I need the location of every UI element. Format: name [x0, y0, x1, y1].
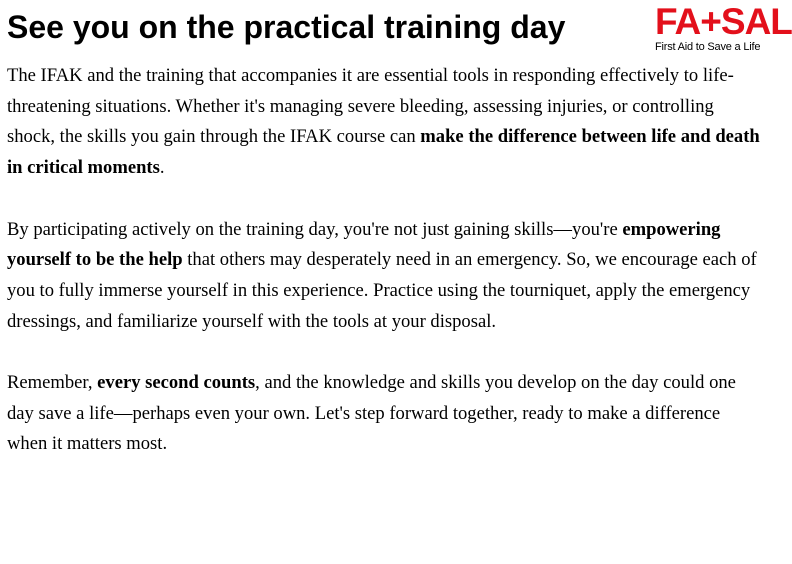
paragraph-3-text-before: Remember,	[7, 372, 98, 393]
paragraph-3-text-after: , and the knowledge and skills you develop on the day could one day save a life—perhaps even your own. Let's step forward together, ready to make a difference when it matters most.	[7, 372, 736, 455]
paragraph-1-text-after: .	[159, 157, 165, 179]
paragraph-3-emphasis: every second counts	[97, 372, 256, 393]
paragraph-2-text-after: that others may desperately need in an emergency. So, we encourage each of you to fully immerse yourself in this experience. Practice using the tourniquet, apply the emergency dressings, and familiarize yourself with the tools at your disposal.	[7, 249, 757, 332]
fasal-logo	[653, 0, 792, 58]
paragraph-3	[7, 368, 762, 460]
paragraph-2-emphasis: empowering yourself to be the help	[7, 218, 721, 271]
logo-mark-right: SAL	[720, 1, 792, 42]
page-title: See you on the practical training day	[7, 9, 566, 45]
logo-tagline: First Aid to Save a Life	[655, 41, 761, 53]
paragraph-1	[7, 61, 762, 184]
logo-wordmark	[655, 1, 792, 43]
body-text	[7, 61, 762, 460]
paragraph-1-text-before: The IFAK and the training that accompanies it are essential tools in responding effectively to life-threatening situations. Whether it's managing severe bleeding, assessing injuries, or controlling shock, the skills you gain through the IFAK course can	[7, 65, 734, 148]
paragraph-2	[7, 215, 762, 338]
logo-mark-left: FA	[655, 1, 701, 42]
logo-mark-cross: +	[700, 1, 721, 42]
paragraph-1-emphasis: make the difference between life and death in critical moments	[7, 126, 760, 179]
paragraph-2-text-before: By participating actively on the training day, you're not just gaining skills—you're	[7, 218, 623, 240]
